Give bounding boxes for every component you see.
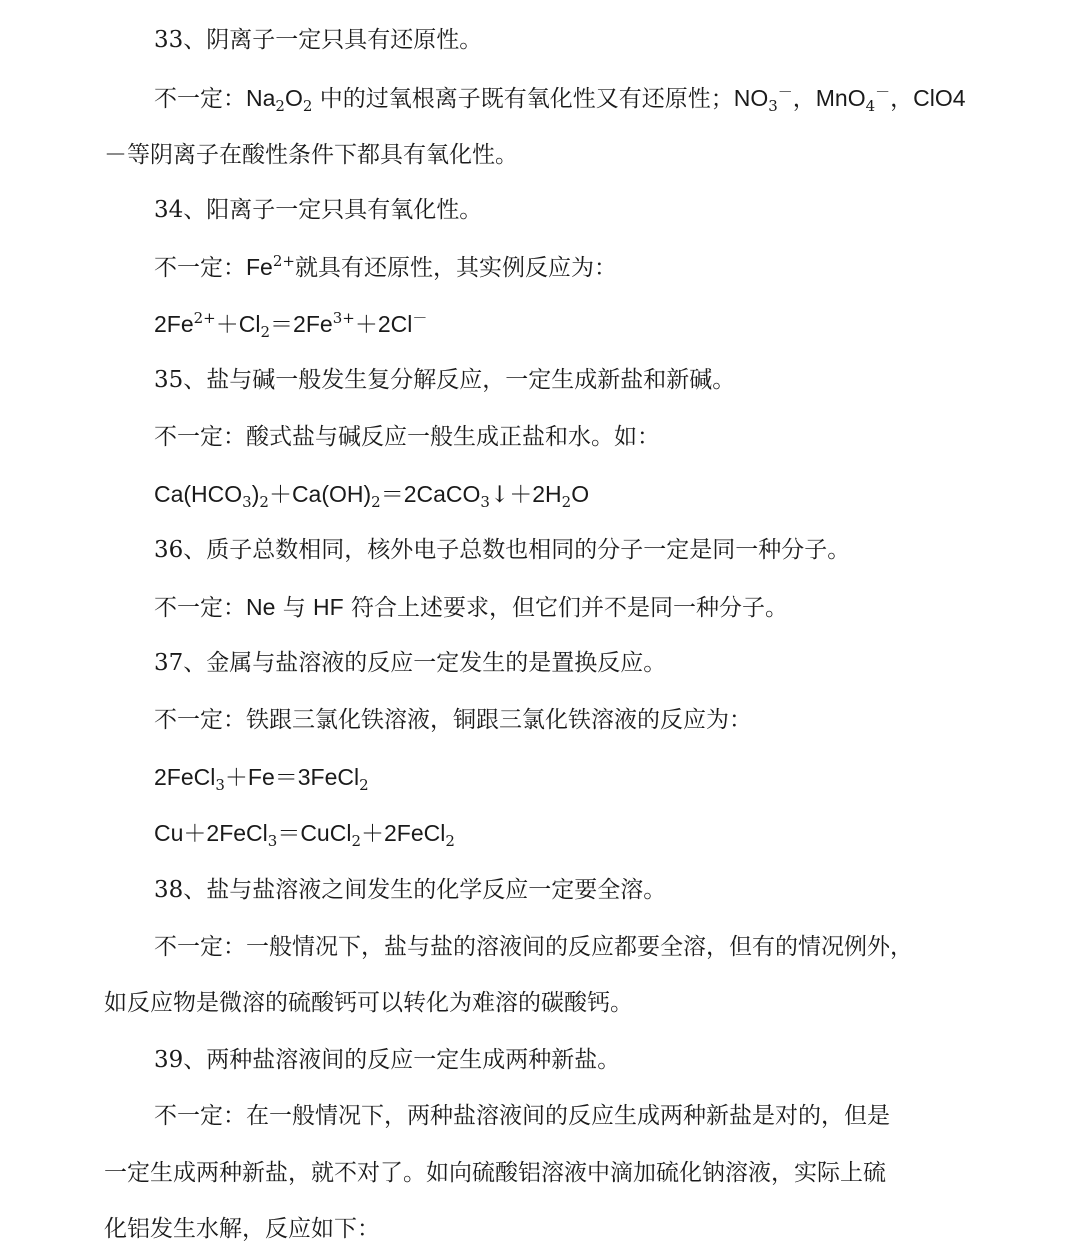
text-segment: 不一定：: [154, 595, 246, 621]
item-39-answer-cont-2: [104, 1214, 380, 1244]
text-segment: 2Cl: [377, 311, 413, 337]
item-38-statement: [154, 875, 666, 905]
text-segment: HF: [313, 594, 344, 620]
item-33-statement: [154, 25, 482, 55]
text-segment: 不一定：在一般情况下，两种盐溶液间的反应生成两种新盐是对的，但是: [154, 1103, 890, 1129]
item-36-statement: [154, 535, 850, 565]
text-segment: ＝: [277, 821, 301, 847]
text-segment: 2FeCl: [206, 820, 268, 846]
text-segment: 39、两种盐溶液间的反应一定生成两种新盐。: [154, 1047, 621, 1073]
text-segment: 2FeCl: [154, 764, 216, 790]
item-37-equation-2: [154, 818, 455, 849]
subscript: 3: [480, 493, 490, 511]
item-35-answer: [154, 422, 660, 452]
text-segment: 符合上述要求，但它们并不是同一种分子。: [343, 595, 789, 621]
text-segment: Fe: [247, 764, 275, 790]
subscript: 3: [215, 776, 225, 794]
text-segment: ClO4: [913, 85, 966, 111]
item-33-answer-cont: [104, 140, 518, 170]
text-segment: O: [284, 85, 303, 111]
text-segment: ＝: [270, 312, 294, 338]
text-segment: ): [251, 481, 260, 507]
text-segment: 中的过氧根离子既有氧化性又有还原性；: [312, 86, 734, 112]
subscript: 3: [768, 97, 778, 115]
text-segment: 不一定：酸式盐与碱反应一般生成正盐和水。如：: [154, 424, 660, 450]
text-segment: 33、阴离子一定只具有还原性。: [154, 27, 483, 53]
item-35-equation: [154, 479, 589, 510]
item-34-statement: [154, 195, 482, 225]
item-37-equation-1: [154, 762, 369, 793]
item-37-answer: [154, 705, 752, 735]
subscript: 2: [260, 323, 271, 341]
item-37-statement: [154, 648, 666, 678]
text-segment: Ca(HCO: [154, 481, 243, 507]
text-segment: 不一定：: [154, 255, 246, 281]
item-38-answer-cont: [104, 988, 633, 1018]
text-segment: 化铝发生水解，反应如下：: [104, 1216, 380, 1242]
subscript: 2: [259, 493, 269, 511]
subscript: 2: [371, 493, 381, 511]
text-segment: MnO: [815, 85, 866, 111]
text-segment: Cu: [154, 820, 184, 846]
text-segment: ＋: [354, 312, 378, 338]
text-segment: 不一定：: [154, 86, 246, 112]
subscript: 3: [242, 493, 252, 511]
text-segment: 一定生成两种新盐，就不对了。如向硫酸铝溶液中滴加硫化钠溶液，实际上硫: [104, 1160, 886, 1186]
text-segment: －等阴离子在酸性条件下都具有氧化性。: [104, 142, 518, 168]
text-segment: CuCl: [300, 820, 352, 846]
text-segment: 2Fe: [293, 311, 333, 337]
text-segment: O: [571, 481, 590, 507]
item-36-answer: [154, 592, 788, 623]
item-39-statement: [154, 1045, 620, 1075]
subscript: 4: [865, 97, 876, 115]
subscript: 2: [275, 97, 285, 115]
superscript: －: [412, 309, 428, 327]
text-segment: 34、阳离子一定只具有氧化性。: [154, 197, 483, 223]
subscript: 3: [267, 832, 278, 850]
text-segment: Na: [246, 85, 276, 111]
text-segment: ，: [890, 86, 914, 112]
text-segment: 2FeCl: [383, 820, 446, 846]
text-segment: 3FeCl: [297, 764, 360, 790]
text-segment: ＋: [224, 765, 248, 791]
text-segment: 不一定：铁跟三氯化铁溶液，铜跟三氯化铁溶液的反应为：: [154, 707, 752, 733]
item-38-answer: [154, 932, 913, 962]
text-segment: 35、盐与碱一般发生复分解反应，一定生成新盐和新碱。: [154, 367, 736, 393]
item-35-statement: [154, 365, 735, 395]
text-segment: 38、盐与盐溶液之间发生的化学反应一定要全溶。: [154, 877, 667, 903]
text-segment: 与: [275, 595, 314, 621]
superscript: －: [875, 83, 891, 101]
text-segment: ＋: [183, 821, 207, 847]
item-34-answer: [154, 252, 617, 283]
superscript: 3+: [332, 309, 355, 327]
text-segment: Cl: [238, 311, 261, 337]
item-33-answer: [154, 83, 966, 114]
text-segment: ＋: [360, 821, 384, 847]
subscript: 2: [561, 493, 572, 511]
text-segment: ＋: [268, 482, 292, 508]
text-segment: Ne: [246, 594, 276, 620]
text-segment: NO: [733, 85, 769, 111]
superscript: －: [777, 83, 793, 101]
text-segment: 2Fe: [154, 311, 194, 337]
superscript: 2+: [272, 252, 295, 270]
text-segment: ＝: [380, 482, 404, 508]
text-segment: ↓＋: [489, 482, 533, 508]
subscript: 2: [359, 776, 369, 794]
text-segment: Fe: [246, 254, 273, 280]
text-segment: 37、金属与盐溶液的反应一定发生的是置换反应。: [154, 650, 667, 676]
text-segment: 2H: [532, 481, 562, 507]
text-segment: Ca(OH): [291, 481, 372, 507]
text-segment: 2CaCO: [403, 481, 481, 507]
item-39-answer: [154, 1101, 890, 1131]
superscript: 2+: [193, 309, 216, 327]
text-segment: ＋: [215, 312, 239, 338]
text-segment: ＝: [274, 765, 298, 791]
item-34-equation: [154, 309, 427, 340]
text-segment: 如反应物是微溶的硫酸钙可以转化为难溶的碳酸钙。: [104, 990, 633, 1016]
text-segment: 不一定：一般情况下，盐与盐的溶液间的反应都要全溶，但有的情况例外，: [154, 934, 913, 960]
subscript: 2: [302, 97, 313, 115]
text-segment: 36、质子总数相同，核外电子总数也相同的分子一定是同一种分子。: [154, 537, 851, 563]
item-39-answer-cont: [104, 1158, 886, 1188]
subscript: 2: [445, 832, 455, 850]
subscript: 2: [351, 832, 361, 850]
text-segment: 就具有还原性，其实例反应为：: [294, 255, 617, 281]
text-segment: ，: [792, 86, 816, 112]
